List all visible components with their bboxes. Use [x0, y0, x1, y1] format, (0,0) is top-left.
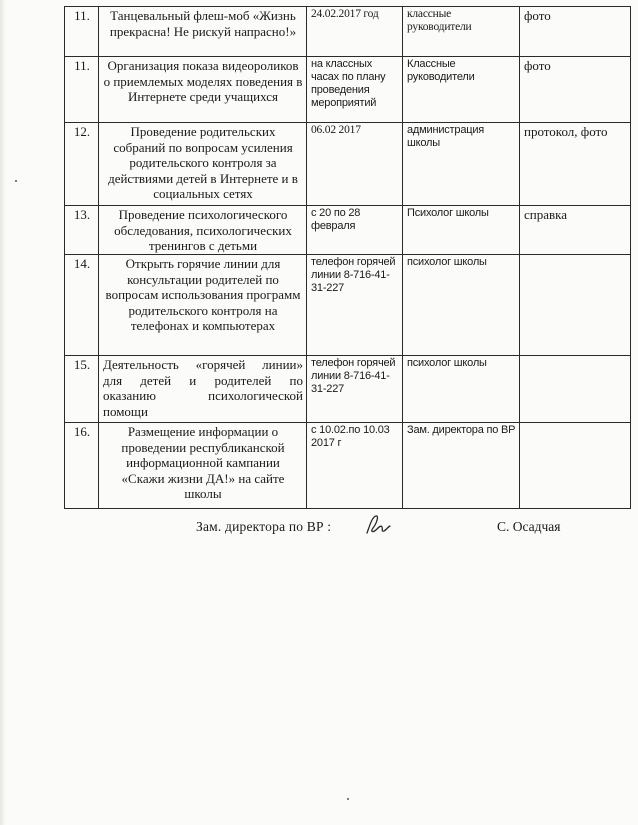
event-date: с 10.02.по 10.03 2017 г — [307, 423, 403, 509]
event-description: Открыть горячие линии для консультации родителей по вопросам использования программ родительского контроля на телефонах и компьютерах — [99, 255, 307, 356]
row-number: 11. — [65, 57, 99, 123]
table-row — [65, 57, 631, 123]
responsible-person: психолог школы — [403, 356, 520, 423]
event-date: с 20 по 28 февраля — [307, 206, 403, 255]
table-row — [65, 206, 631, 255]
report-document — [520, 255, 631, 356]
responsible-person: психолог школы — [403, 255, 520, 356]
row-number: 15. — [65, 356, 99, 423]
row-number: 13. — [65, 206, 99, 255]
report-document — [520, 423, 631, 509]
responsible-person: классные руководители — [403, 7, 520, 57]
responsible-person: администрация школы — [403, 123, 520, 206]
event-description: Проведение родительских собраний по вопросам усиления родительского контроля за действиями детей в Интернете и в социальных сетях — [99, 123, 307, 206]
event-description: Организация показа видеороликов о приемлемых моделях поведения в Интернете среди учащихся — [99, 57, 307, 123]
row-number: 11. — [65, 7, 99, 57]
event-description-line: Деятельность «горячей линии» — [103, 357, 303, 372]
signatory-name: С. Осадчая — [497, 519, 561, 534]
event-date: телефон горячей линии 8-716-41-31-227 — [307, 356, 403, 423]
event-date: на классных часах по плану проведения мероприятий — [307, 57, 403, 123]
row-number: 16. — [65, 423, 99, 509]
table-row — [65, 423, 631, 509]
row-number: 14. — [65, 255, 99, 356]
table-row — [65, 255, 631, 356]
signatory-role: Зам. директора по ВР : — [196, 519, 332, 534]
event-date: телефон горячей линии 8-716-41-31-227 — [307, 255, 403, 356]
report-document: фото — [520, 57, 631, 123]
event-date: 06.02 2017 — [307, 123, 403, 206]
event-description — [99, 356, 307, 423]
page-edge-shadow — [0, 0, 6, 825]
signature-block — [0, 517, 638, 541]
event-description: Танцевальный флеш-моб «Жизнь прекрасна! Не рискуй напрасно!» — [99, 7, 307, 57]
scan-speck — [347, 798, 349, 800]
event-description-line: оказанию психологической — [103, 388, 303, 403]
event-description: Проведение психологического обследования, психологических тренингов с детьми — [99, 206, 307, 255]
report-document: протокол, фото — [520, 123, 631, 206]
event-date: 24.02.2017 год — [307, 7, 403, 57]
responsible-person: Зам. директора по ВР — [403, 423, 520, 509]
report-document: фото — [520, 7, 631, 57]
scan-speck — [15, 180, 17, 182]
report-document: справка — [520, 206, 631, 255]
table-row — [65, 7, 631, 57]
report-document — [520, 356, 631, 423]
responsible-person: Классные руководители — [403, 57, 520, 123]
table-row — [65, 356, 631, 423]
row-number: 12. — [65, 123, 99, 206]
handwritten-signature — [364, 513, 394, 541]
event-description-line: для детей и родителей по — [103, 372, 303, 388]
event-description: Размещение информации о проведении республиканской информационной кампании «Скажи жизни ДА!» на сайте школы — [99, 423, 307, 509]
table-row — [65, 123, 631, 206]
events-table — [64, 6, 631, 509]
event-description-line: помощи — [103, 403, 148, 419]
responsible-person: Психолог школы — [403, 206, 520, 255]
